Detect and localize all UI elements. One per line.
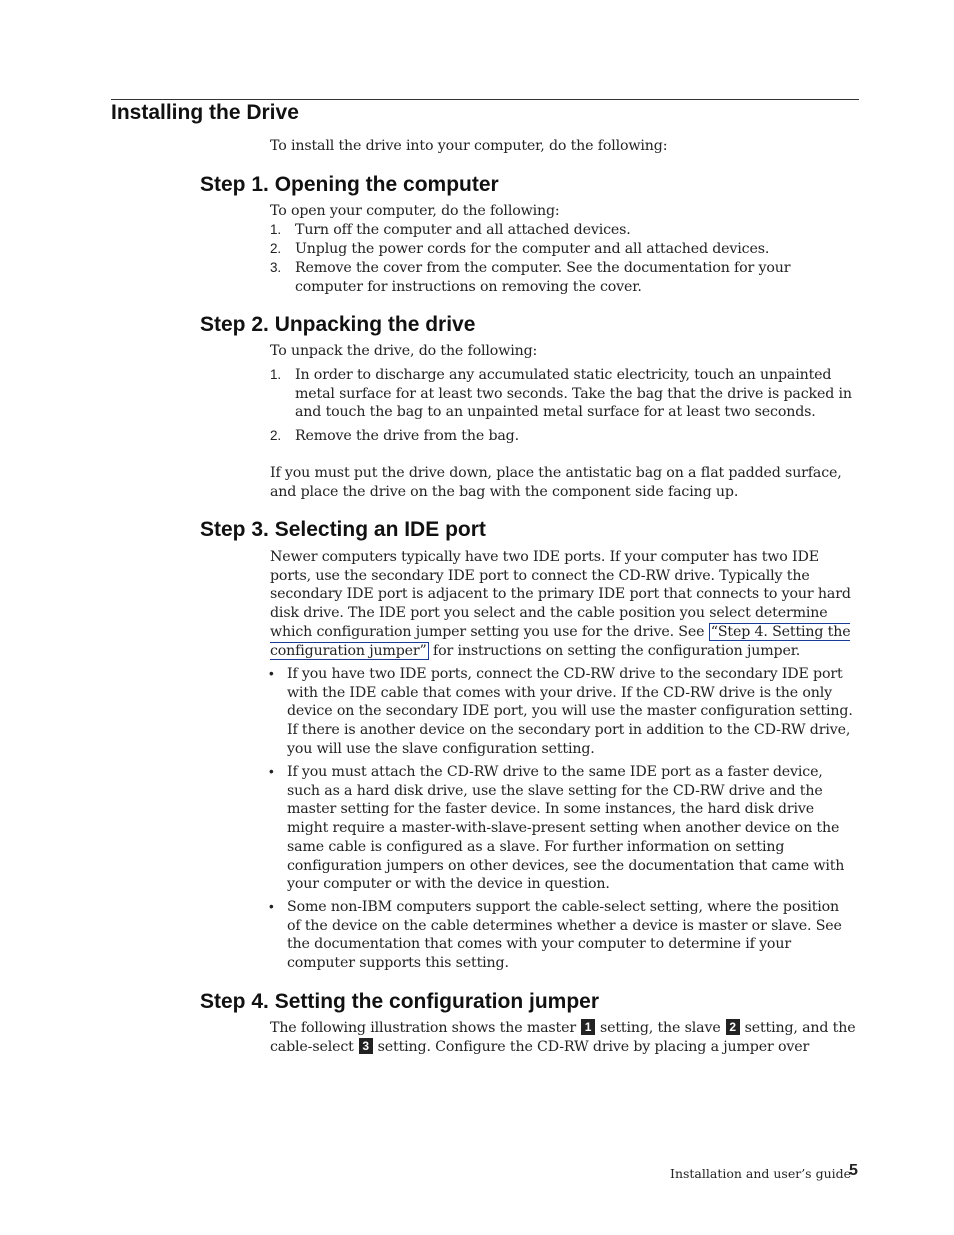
list-item bbox=[270, 259, 810, 296]
list-number: 2. bbox=[270, 428, 281, 443]
step4-text: setting, and the cable-select bbox=[270, 1020, 856, 1055]
list-item bbox=[270, 240, 856, 259]
list-number: 3. bbox=[270, 260, 281, 275]
list-text: Turn off the computer and all attached devices. bbox=[295, 222, 631, 238]
callout-3: 3 bbox=[359, 1038, 373, 1054]
list-number: 1. bbox=[270, 367, 281, 382]
list-text: Remove the drive from the bag. bbox=[295, 428, 519, 444]
step3-paragraph bbox=[270, 548, 856, 660]
header-rule bbox=[111, 99, 859, 100]
list-item bbox=[270, 221, 856, 240]
step4-text: setting. Configure the CD-RW drive by placing a jumper over bbox=[377, 1038, 810, 1055]
step3-text-after: for instructions on setting the configuration jumper. bbox=[428, 642, 801, 659]
step4-heading: Step 4. Setting the configuration jumper bbox=[200, 990, 600, 1013]
step3-text-before: Newer computers typically have two IDE ports. If your computer has two IDE ports, use the secondary IDE port to connect the CD-RW drive. Typically the secondary IDE port is adjacent to the primary IDE port that connects to your hard disk drive. The IDE port you select and the cable position you select determine which configuration jumper setting you use for the drive. See bbox=[270, 549, 851, 640]
page-title: Installing the Drive bbox=[111, 101, 299, 124]
list-item bbox=[270, 427, 856, 446]
step1-lead: To open your computer, do the following: bbox=[270, 203, 560, 219]
list-text: Unplug the power cords for the computer and all attached devices. bbox=[295, 241, 770, 257]
list-text: If you have two IDE ports, connect the CD-RW drive to the secondary IDE port with the IDE cable that comes with your drive. If the CD-RW drive is the only device on the secondary IDE port, you will use the master configuration setting. If there is another device on the secondary port in addition to the CD-RW drive, you will use the slave configuration setting. bbox=[287, 666, 853, 757]
step1-heading: Step 1. Opening the computer bbox=[200, 173, 499, 196]
list-text: In order to discharge any accumulated static electricity, touch an unpainted metal surface for at least two seconds. Take the bag that the drive is packed in and touch the bag to an unpainted metal surface for at least two seconds. bbox=[295, 367, 852, 421]
callout-2: 2 bbox=[726, 1019, 740, 1035]
step4-text: setting, the slave bbox=[600, 1020, 721, 1036]
step4-link[interactable]: “Step 4. Setting the configuration jumper” bbox=[270, 623, 851, 659]
list-item bbox=[270, 366, 856, 422]
step2-note: If you must put the drive down, place the antistatic bag on a flat padded surface, and place the drive on the bag with the component side facing up. bbox=[270, 465, 842, 500]
step2-heading: Step 2. Unpacking the drive bbox=[200, 313, 476, 336]
list-text: Some non-IBM computers support the cable-select setting, where the position of the device on the cable determines whether a device is master or slave. See the documentation that comes with your computer to determine if your computer supports this setting. bbox=[287, 899, 842, 972]
step4-text: The following illustration shows the master bbox=[270, 1020, 576, 1036]
list-item bbox=[270, 665, 856, 759]
list-number: 1. bbox=[270, 222, 281, 237]
bullet-mark: • bbox=[269, 764, 274, 779]
bullet-mark: • bbox=[269, 899, 274, 914]
list-number: 2. bbox=[270, 241, 281, 256]
list-item bbox=[270, 763, 856, 894]
page-number: 5 bbox=[849, 1162, 858, 1179]
footer-text: Installation and user’s guide bbox=[670, 1166, 852, 1181]
list-text: If you must attach the CD-RW drive to the same IDE port as a faster device, such as a hard disk drive, use the slave setting for the CD-RW drive and the master setting for the faster device. In some instances, the hard disk drive might require a master-with-slave-present setting when another device on the same cable is configured as a slave. For further information on setting configuration jumpers on other devices, see the documentation that came with your computer or with the device in question. bbox=[287, 764, 845, 893]
step3-heading: Step 3. Selecting an IDE port bbox=[200, 518, 486, 541]
intro-text: To install the drive into your computer, do the following: bbox=[270, 138, 668, 154]
list-item bbox=[270, 898, 856, 973]
step4-paragraph bbox=[270, 1019, 856, 1056]
callout-1: 1 bbox=[581, 1019, 595, 1035]
bullet-mark: • bbox=[269, 666, 274, 681]
list-text: Remove the cover from the computer. See the documentation for your computer for instructions on removing the cover. bbox=[295, 260, 791, 295]
step2-lead: To unpack the drive, do the following: bbox=[270, 343, 538, 359]
